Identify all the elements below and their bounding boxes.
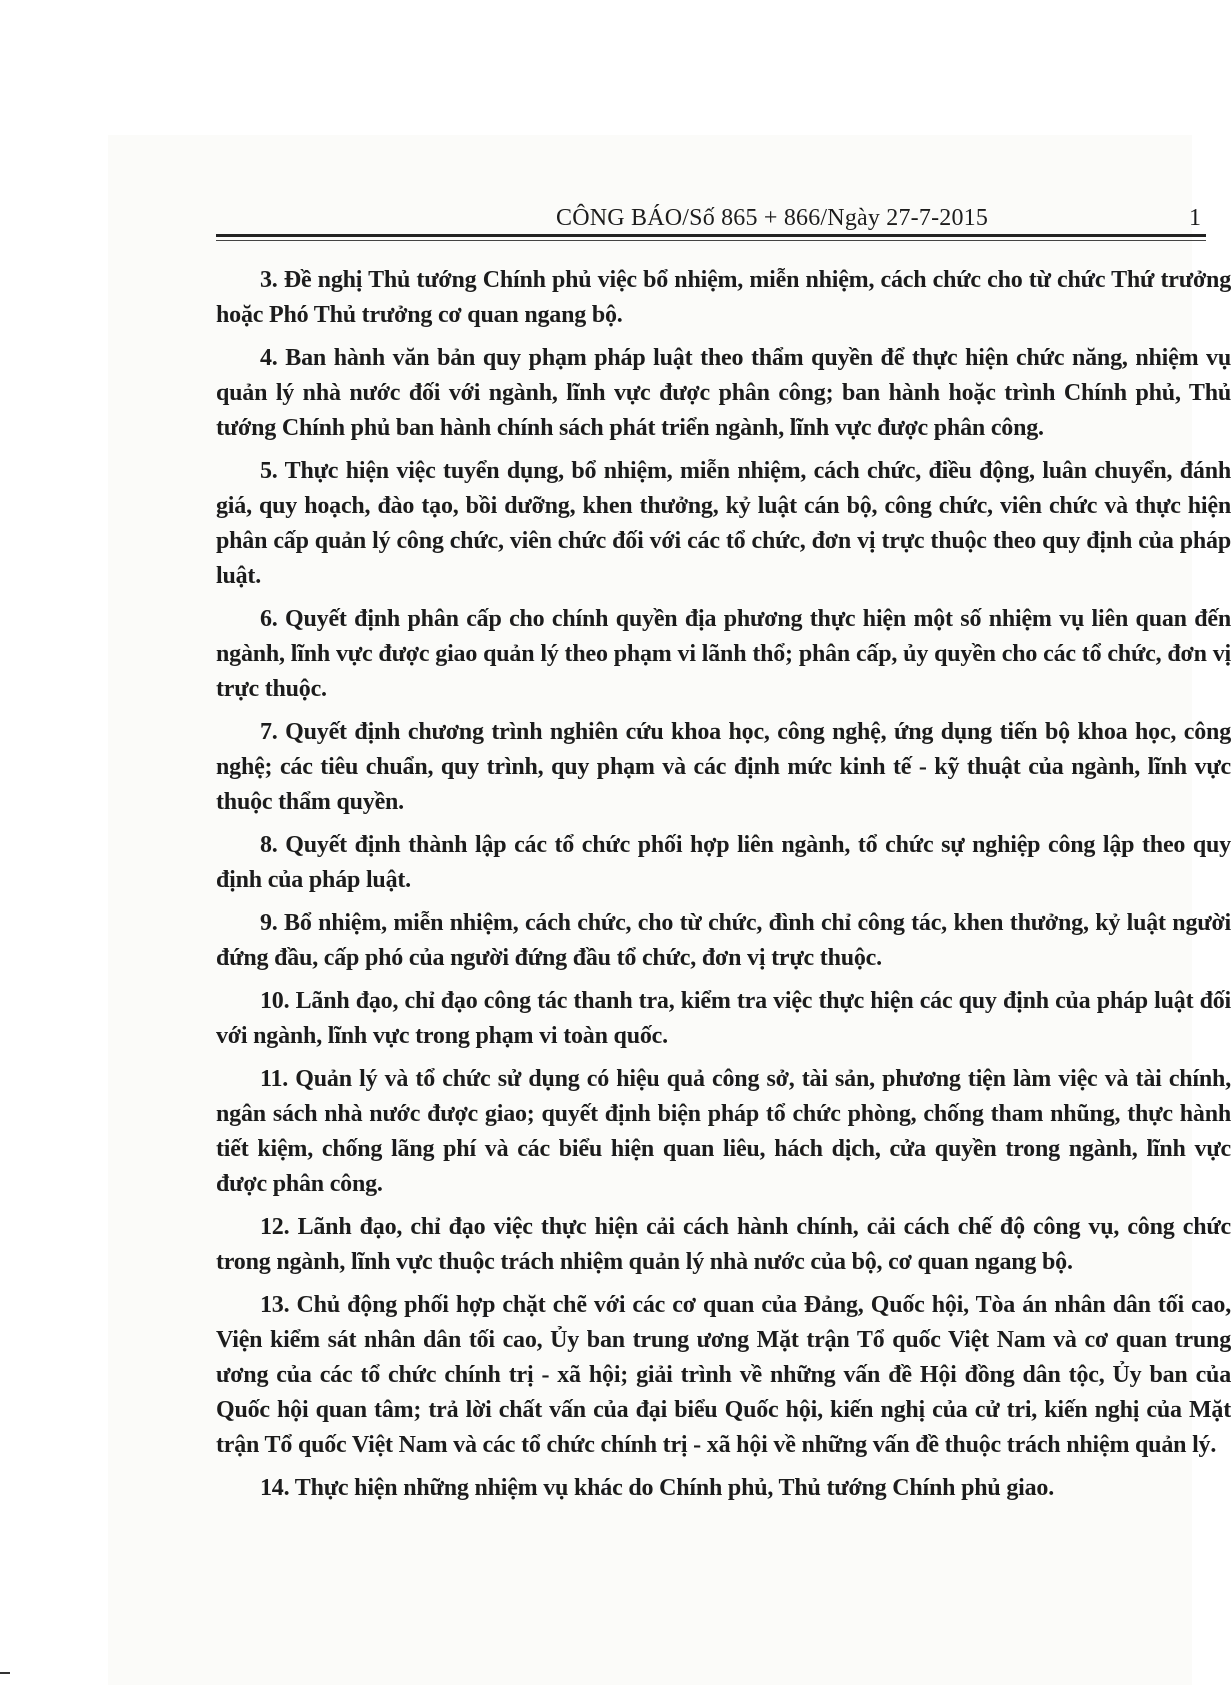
gazette-header-title: CÔNG BÁO/Số 865 + 866/Ngày 27-7-2015 — [556, 205, 989, 231]
paragraph-9: 9. Bổ nhiệm, miễn nhiệm, cách chức, cho từ chức, đình chỉ công tác, khen thưởng, kỷ luật người đứng đầu, cấp phó của người đứng đầu tổ chức, đơn vị trực thuộc. — [216, 910, 1231, 971]
paragraph-6: 6. Quyết định phân cấp cho chính quyền địa phương thực hiện một số nhiệm vụ liên quan đến ngành, lĩnh vực được giao quản lý theo phạm vi lãnh thổ; phân cấp, ủy quyền cho các tổ chức, đơn vị trực thuộc. — [216, 605, 1231, 702]
paragraph-12: 12. Lãnh đạo, chỉ đạo việc thực hiện cải cách hành chính, cải cách chế độ công vụ, công chức trong ngành, lĩnh vực thuộc trách nhiệm quản lý nhà nước của bộ, cơ quan ngang bộ. — [216, 1214, 1231, 1276]
document-page — [108, 135, 1231, 1685]
page-number: 1 — [1189, 205, 1201, 231]
document-body — [216, 263, 1231, 1514]
paragraph-14: 14. Thực hiện những nhiệm vụ khác do Chính phủ, Thủ tướng Chính phủ giao. — [260, 1475, 1055, 1502]
scan-corner-mark — [0, 1672, 10, 1674]
header-rule-thick — [216, 234, 1206, 237]
paragraph-3: 3. Đề nghị Thủ tướng Chính phủ việc bổ nhiệm, miễn nhiệm, cách chức cho từ chức Thứ trưởng hoặc Phó Thủ trưởng cơ quan ngang bộ. — [216, 267, 1231, 328]
paragraph-11: 11. Quản lý và tổ chức sử dụng có hiệu quả công sở, tài sản, phương tiện làm việc và tài chính, ngân sách nhà nước được giao; quyết định biện pháp tổ chức phòng, chống tham nhũng, thực hành tiết kiệm, chống lãng phí và các biểu hiện quan liêu, hách dịch, cửa quyền trong ngành, lĩnh vực được phân công. — [216, 1066, 1231, 1197]
paragraph-13: 13. Chủ động phối hợp chặt chẽ với các cơ quan của Đảng, Quốc hội, Tòa án nhân dân tối cao, Viện kiểm sát nhân dân tối cao, Ủy ban trung ương Mặt trận Tổ quốc Việt Nam và cơ quan trung ương của các tổ chức chính trị - xã hội; giải trình về những vấn đề Hội đồng dân tộc, Ủy ban của Quốc hội quan tâm; trả lời chất vấn của đại biểu Quốc hội, kiến nghị của cử tri, kiến nghị của Mặt trận Tổ quốc Việt Nam và các tổ chức chính trị - xã hội về những vấn đề thuộc trách nhiệm quản lý. — [216, 1292, 1231, 1458]
header-rule-thin — [216, 240, 1206, 241]
paragraph-4: 4. Ban hành văn bản quy phạm pháp luật theo thẩm quyền để thực hiện chức năng, nhiệm vụ quản lý nhà nước đối với ngành, lĩnh vực được phân công; ban hành hoặc trình Chính phủ, Thủ tướng Chính phủ ban hành chính sách phát triển ngành, lĩnh vực được phân công. — [216, 345, 1231, 441]
paragraph-10: 10. Lãnh đạo, chỉ đạo công tác thanh tra, kiểm tra việc thực hiện các quy định của pháp luật đối với ngành, lĩnh vực trong phạm vi toàn quốc. — [216, 988, 1231, 1050]
paragraph-8: 8. Quyết định thành lập các tổ chức phối hợp liên ngành, tổ chức sự nghiệp công lập theo quy định của pháp luật. — [216, 831, 1231, 893]
paragraph-7: 7. Quyết định chương trình nghiên cứu khoa học, công nghệ, ứng dụng tiến bộ khoa học, công nghệ; các tiêu chuẩn, quy trình, quy phạm và các định mức kinh tế - kỹ thuật của ngành, lĩnh vực thuộc thẩm quyền. — [216, 718, 1231, 815]
paragraph-5: 5. Thực hiện việc tuyển dụng, bổ nhiệm, miễn nhiệm, cách chức, điều động, luân chuyển, đánh giá, quy hoạch, đào tạo, bồi dưỡng, khen thưởng, kỷ luật cán bộ, công chức, viên chức và thực hiện phân cấp quản lý công chức, viên chức đối với các tổ chức, đơn vị trực thuộc theo quy định của pháp luật. — [216, 458, 1231, 589]
